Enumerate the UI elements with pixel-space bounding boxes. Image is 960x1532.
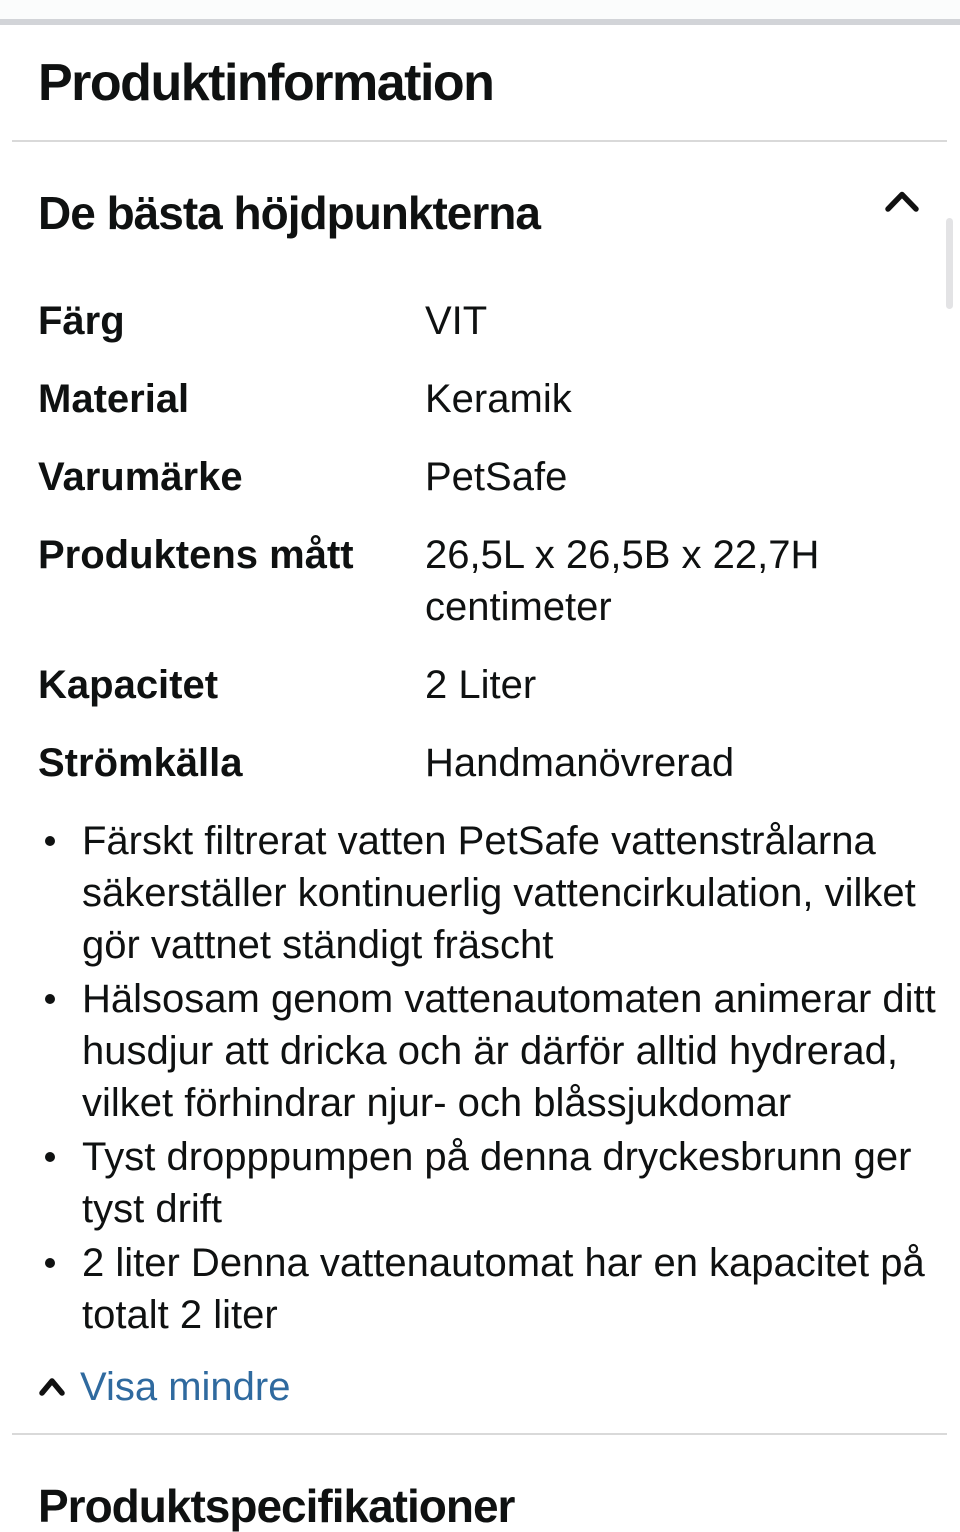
highlights-list [38, 815, 946, 1341]
list-item: Hälsosam genom vattenautomaten animerar ditt husdjur att dricka och är därför alltid hydrerad, vilket förhindrar njur- och blåssjukdomar [38, 973, 946, 1129]
spec-label: Produktens mått [38, 533, 354, 577]
collapse-section-button[interactable] [884, 190, 920, 213]
spec-label: Varumärke [38, 455, 243, 499]
spec-label: Färg [38, 299, 125, 343]
spec-label: Strömkälla [38, 741, 243, 785]
page-title: Produktinformation [38, 54, 494, 112]
show-less-label: Visa mindre [80, 1365, 291, 1409]
section-divider [12, 140, 947, 142]
spec-row [38, 451, 920, 503]
status-strip [0, 0, 960, 19]
list-item: 2 liter Denna vattenautomat har en kapacitet på totalt 2 liter [38, 1237, 946, 1341]
spec-value: Handmanövrerad [425, 741, 735, 785]
section-divider [12, 1433, 947, 1435]
next-section-title[interactable]: Produktspecifikationer [38, 1480, 515, 1532]
section-title: De bästa höjdpunkterna [38, 187, 540, 239]
list-item: Tyst dropppumpen på denna dryckesbrunn ger tyst drift [38, 1131, 946, 1235]
spec-table [38, 295, 920, 789]
spec-label: Kapacitet [38, 663, 219, 707]
spec-value: VIT [425, 299, 488, 343]
spec-row [38, 659, 920, 711]
spec-label: Material [38, 377, 190, 421]
spec-row [38, 737, 920, 789]
spec-value: 26,5L x 26,5B x 22,7H centimeter [425, 533, 820, 629]
spec-value: Keramik [425, 377, 572, 421]
chevron-up-icon [38, 1375, 66, 1399]
highlights-section-header[interactable] [38, 188, 920, 238]
list-item: Färskt filtrerat vatten PetSafe vattenstrålarna säkerställer kontinuerlig vattencirkulation, vilket gör vattnet ständigt fräscht [38, 815, 946, 971]
header-divider-band [0, 19, 960, 25]
chevron-up-icon [884, 201, 920, 216]
spec-row [38, 373, 920, 425]
spec-value: PetSafe [425, 455, 568, 499]
show-less-link[interactable] [38, 1361, 920, 1413]
spec-value: 2 Liter [425, 663, 537, 707]
spec-row [38, 295, 920, 347]
scrollbar-thumb[interactable] [946, 218, 953, 309]
spec-row [38, 529, 920, 633]
